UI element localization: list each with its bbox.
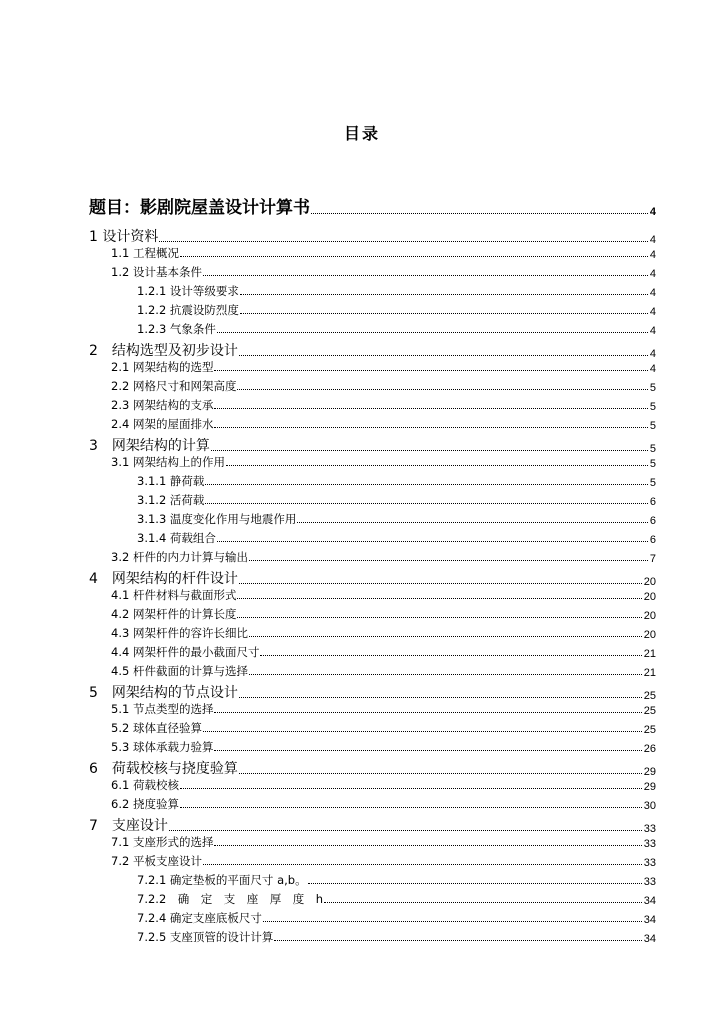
toc-entry[interactable] — [137, 302, 656, 318]
toc-entry-label: 题目：影剧院屋盖设计计算书 — [89, 198, 310, 218]
toc-entry-label: 5.2 球体直径验算 — [111, 721, 202, 735]
toc-entry-label: 3 网架结构的计算 — [89, 438, 210, 454]
dot-leader — [205, 503, 647, 504]
toc-entry[interactable] — [89, 193, 656, 218]
toc-entry-page-number: 5 — [649, 401, 656, 413]
toc-entry-page-number: 20 — [643, 591, 656, 603]
dot-leader — [217, 332, 648, 333]
toc-entry-page-number: 4 — [649, 287, 656, 299]
dot-leader — [214, 427, 647, 428]
toc-entry[interactable] — [89, 682, 656, 702]
toc-entry[interactable] — [111, 834, 656, 850]
dot-leader — [214, 408, 647, 409]
toc-entry-label: 6.2 挠度验算 — [111, 797, 179, 811]
dot-leader — [324, 902, 642, 903]
page-title: 目录 — [343, 124, 380, 143]
toc-entry-label: 2.1 网架结构的选型 — [111, 360, 214, 374]
dot-leader — [159, 241, 648, 242]
dot-leader — [237, 617, 641, 618]
toc-entry-label: 5.1 节点类型的选择 — [111, 702, 214, 716]
toc-entry-page-number: 6 — [649, 534, 656, 546]
toc-entry-label: 7.1 支座形式的选择 — [111, 835, 214, 849]
dot-leader — [205, 484, 647, 485]
toc-entry-page-number: 4 — [649, 206, 656, 218]
toc-entry-page-number: 20 — [643, 629, 656, 641]
toc-entry[interactable] — [111, 720, 656, 736]
toc-entry-page-number: 33 — [643, 823, 656, 835]
toc-entry-page-number: 25 — [643, 705, 656, 717]
dot-leader — [203, 275, 648, 276]
toc-entry-page-number: 29 — [643, 766, 656, 778]
toc-entry-page-number: 34 — [643, 933, 656, 945]
toc-entry-page-number: 4 — [649, 348, 656, 360]
toc-entry-page-number: 5 — [649, 477, 656, 489]
dot-leader — [180, 256, 648, 257]
dot-leader — [214, 712, 641, 713]
toc-entry[interactable] — [111, 378, 656, 394]
toc-entry[interactable] — [111, 587, 656, 603]
toc-entry-label: 1.2 设计基本条件 — [111, 265, 202, 279]
toc-entry[interactable] — [89, 815, 656, 835]
dot-leader — [169, 830, 642, 831]
toc-entry-label: 3.2 杆件的内力计算与输出 — [111, 550, 248, 564]
toc-entry-page-number: 20 — [643, 610, 656, 622]
toc-entry-label: 1.1 工程概况 — [111, 246, 179, 260]
toc-entry-label: 7.2 平板支座设计 — [111, 854, 202, 868]
toc-entry[interactable] — [89, 435, 656, 455]
dot-leader — [311, 213, 648, 214]
dot-leader — [297, 522, 647, 523]
toc-entry[interactable] — [111, 549, 656, 565]
toc-entry-label: 3.1 网架结构上的作用 — [111, 455, 225, 469]
toc-entry-label: 3.1.4 荷载组合 — [137, 531, 216, 545]
toc-entry-page-number: 4 — [649, 363, 656, 375]
toc-entry-label: 4.1 杆件材料与截面形式 — [111, 588, 237, 602]
dot-leader — [217, 541, 648, 542]
toc-entry-page-number: 4 — [649, 234, 656, 246]
toc-entry[interactable] — [89, 340, 656, 360]
toc-entry-label: 4.2 网架杆件的计算长度 — [111, 607, 237, 621]
toc-entry[interactable] — [89, 758, 656, 778]
toc-entry-page-number: 33 — [643, 857, 656, 869]
toc-entry[interactable] — [111, 644, 656, 660]
dot-leader — [240, 294, 648, 295]
dot-leader — [239, 697, 642, 698]
toc-entry-page-number: 7 — [649, 553, 656, 565]
toc-entry-page-number: 33 — [643, 838, 656, 850]
toc-entry-page-number: 34 — [643, 895, 656, 907]
toc-entry[interactable] — [137, 891, 656, 907]
dot-leader — [308, 883, 642, 884]
toc-entry-page-number: 20 — [643, 576, 656, 588]
toc-entry-label: 1.2.3 气象条件 — [137, 322, 216, 336]
dot-leader — [263, 921, 642, 922]
toc-entry[interactable] — [111, 397, 656, 413]
toc-entry[interactable] — [111, 454, 656, 470]
toc-entry[interactable] — [137, 910, 656, 926]
dot-leader — [237, 598, 641, 599]
toc-entry-label: 6 荷载校核与挠度验算 — [89, 761, 238, 777]
toc-entry-page-number: 5 — [649, 458, 656, 470]
toc-entry-label: 5.3 球体承载力验算 — [111, 740, 214, 754]
toc-entry-label: 4.5 杆件截面的计算与选择 — [111, 664, 248, 678]
toc-entry-label: 4 网架结构的杆件设计 — [89, 571, 238, 587]
toc-entry[interactable] — [111, 416, 656, 432]
dot-leader — [249, 674, 642, 675]
toc-entry-page-number: 6 — [649, 496, 656, 508]
toc-entry[interactable] — [137, 530, 656, 546]
toc-entry[interactable] — [137, 321, 656, 337]
toc-entry[interactable] — [111, 701, 656, 717]
toc-entry[interactable] — [137, 511, 656, 527]
toc-entry-page-number: 33 — [643, 876, 656, 888]
dot-leader — [240, 313, 648, 314]
dot-leader — [226, 465, 648, 466]
toc-entry-label: 3.1.1 静荷载 — [137, 474, 205, 488]
dot-leader — [239, 583, 642, 584]
toc-entry[interactable] — [89, 568, 656, 588]
dot-leader — [249, 636, 642, 637]
dot-leader — [274, 940, 641, 941]
dot-leader — [260, 655, 641, 656]
toc-entry-label: 4.4 网架杆件的最小截面尺寸 — [111, 645, 260, 659]
toc-entry-label: 5 网架结构的节点设计 — [89, 685, 238, 701]
toc-entry[interactable] — [111, 264, 656, 280]
toc-entry-label: 7.2.4 确定支座底板尺寸 — [137, 911, 262, 925]
toc-entry-page-number: 21 — [643, 648, 656, 660]
dot-leader — [214, 750, 641, 751]
toc-entry-label: 2 结构选型及初步设计 — [89, 343, 238, 359]
toc-entry-page-number: 5 — [649, 420, 656, 432]
toc-entry[interactable] — [111, 853, 656, 869]
toc-entry[interactable] — [137, 872, 656, 888]
toc-entry[interactable] — [111, 739, 656, 755]
dot-leader — [180, 807, 642, 808]
toc-entry[interactable] — [89, 226, 656, 246]
toc-entry-page-number: 29 — [643, 781, 656, 793]
toc-entry-page-number: 5 — [649, 382, 656, 394]
toc-entry-page-number: 21 — [643, 667, 656, 679]
dot-leader — [239, 773, 642, 774]
toc-entry-label: 7.2.1 确定垫板的平面尺寸 a,b。 — [137, 873, 307, 887]
toc-entry[interactable] — [111, 245, 656, 261]
toc-entry-label: 3.1.3 温度变化作用与地震作用 — [137, 512, 297, 526]
toc-entry[interactable] — [137, 929, 656, 945]
toc-entry-page-number: 4 — [649, 268, 656, 280]
toc-entry-page-number: 25 — [643, 724, 656, 736]
toc-entry-page-number: 6 — [649, 515, 656, 527]
toc-entry[interactable] — [137, 473, 656, 489]
toc-entry-page-number: 4 — [649, 325, 656, 337]
toc-entry-page-number: 4 — [649, 249, 656, 261]
toc-entry[interactable] — [111, 663, 656, 679]
toc-entry-page-number: 34 — [643, 914, 656, 926]
toc-entry-page-number: 5 — [649, 443, 656, 455]
toc-entry-page-number: 4 — [649, 306, 656, 318]
toc-entry-label: 3.1.2 活荷载 — [137, 493, 205, 507]
toc-entry[interactable] — [111, 606, 656, 622]
toc-entry-label: 2.4 网架的屋面排水 — [111, 417, 214, 431]
dot-leader — [249, 560, 648, 561]
toc-entry-label: 7.2.2 确 定 支 座 厚 度 h — [137, 892, 324, 906]
dot-leader — [180, 788, 642, 789]
dot-leader — [211, 450, 648, 451]
toc-entry[interactable] — [111, 796, 656, 812]
toc-entry-page-number: 26 — [643, 743, 656, 755]
toc-entry-label: 1.2.2 抗震设防烈度 — [137, 303, 239, 317]
toc-entry[interactable] — [137, 283, 656, 299]
toc-entry-page-number: 30 — [643, 800, 656, 812]
toc-entry-label: 1 设计资料 — [89, 229, 159, 245]
toc-entry-label: 1.2.1 设计等级要求 — [137, 284, 239, 298]
toc-entry-page-number: 25 — [643, 690, 656, 702]
toc-entry[interactable] — [111, 777, 656, 793]
toc-entry-label: 7 支座设计 — [89, 818, 168, 834]
dot-leader — [214, 845, 641, 846]
toc-entry-label: 6.1 荷载校核 — [111, 778, 179, 792]
dot-leader — [214, 370, 647, 371]
toc-entry-label: 2.2 网格尺寸和网架高度 — [111, 379, 237, 393]
toc-entry-label: 4.3 网架杆件的容许长细比 — [111, 626, 248, 640]
toc-entry[interactable] — [111, 625, 656, 641]
dot-leader — [203, 731, 642, 732]
toc-entry[interactable] — [111, 359, 656, 375]
dot-leader — [239, 355, 648, 356]
toc-entry-label: 2.3 网架结构的支承 — [111, 398, 214, 412]
dot-leader — [237, 389, 647, 390]
dot-leader — [203, 864, 642, 865]
toc-entry-label: 7.2.5 支座顶管的设计计算 — [137, 930, 274, 944]
toc-entry[interactable] — [137, 492, 656, 508]
